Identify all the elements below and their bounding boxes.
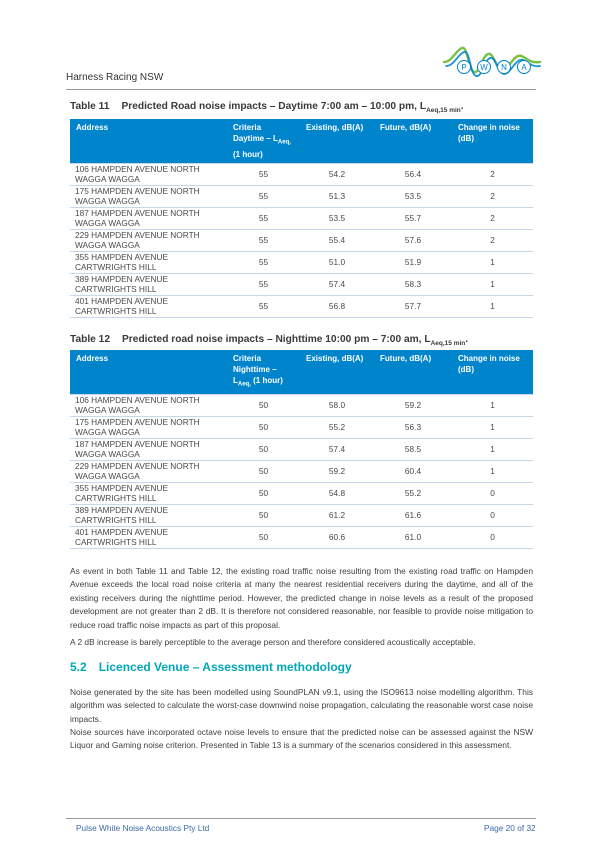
address-line2: CARTWRIGHTS HILL [75, 306, 157, 317]
pwna-logo [442, 40, 542, 84]
address-line2: WAGGA WAGGA [75, 405, 140, 416]
address-cell [70, 482, 227, 504]
change-cell: 0 [452, 504, 533, 526]
table11-number: Table 11 [70, 101, 110, 112]
table11-caption-text: Predicted Road noise impacts – Daytime 7:00 am – 10:00 pm, L [121, 101, 427, 112]
table12-caption-subscript: Aeq,15 min [430, 340, 466, 348]
address-cell [70, 207, 227, 229]
section-number: 5.2 [70, 660, 87, 674]
address-line1: 106 HAMPDEN AVENUE NORTH [75, 395, 200, 406]
table-row [70, 295, 533, 317]
table-row [70, 394, 533, 416]
address-cell [70, 416, 227, 438]
table11-caption-subscript: Aeq,15 min [426, 107, 461, 115]
address-line2: CARTWRIGHTS HILL [75, 493, 157, 504]
paragraph-road-noise-summary: As event in both Table 11 and Table 12, the existing road traffic noise resulting from the existing road traffic on Hampden Avenue exceeds the local road noise criteria at many the nearest residential receivers during the daytime, and all of the existing receivers during the nighttime period. However, the predicted change in noise levels as a result of the proposed development are not greater than 2 dB. It is therefore not considered reasonable, nor feasible to provide noise mitigation to reduce road traffic noise impacts as part of this proposal. [70, 566, 533, 630]
criteria-cell: 50 [227, 438, 300, 460]
address-line1: 355 HAMPDEN AVENUE [75, 252, 168, 263]
address-line2: CARTWRIGHTS HILL [75, 284, 157, 295]
address-cell [70, 273, 227, 295]
document-header-title: Harness Racing NSW [66, 72, 164, 83]
future-cell: 61.6 [374, 504, 452, 526]
address-cell [70, 229, 227, 251]
footer-company: Pulse White Noise Acoustics Pty Ltd [76, 823, 210, 833]
table-row [70, 273, 533, 295]
criteria-cell: 50 [227, 416, 300, 438]
logo-letter-n: N [501, 63, 507, 72]
paragraph-perceptibility: A 2 dB increase is barely perceptible to the average person and therefore considered acoustically acceptable. [70, 637, 476, 647]
table11-header-change [452, 119, 533, 163]
table11-header-criteria [227, 119, 300, 163]
address-line2: CARTWRIGHTS HILL [75, 262, 157, 273]
address-cell [70, 163, 227, 185]
change-cell: 1 [452, 295, 533, 317]
table12-header-existing: Existing, dB(A) [300, 350, 374, 394]
existing-cell: 60.6 [300, 526, 374, 548]
table11-header-criteria-l2sub: Aeq, [277, 139, 291, 146]
future-cell: 55.7 [374, 207, 452, 229]
criteria-cell: 50 [227, 526, 300, 548]
existing-cell: 51.3 [300, 185, 374, 207]
logo-letter-a: A [521, 63, 527, 72]
change-cell: 1 [452, 460, 533, 482]
future-cell: 51.9 [374, 251, 452, 273]
paragraph-soundplan-model: Noise generated by the site has been modelled using SoundPLAN v9.1, using the ISO9613 noise modelling algorithm. This algorithm was selected to calculate the worst-case downwind noise propagation, calculating the reasonable worst case noise impacts. [70, 687, 533, 724]
table-row [70, 229, 533, 251]
future-cell: 59.2 [374, 394, 452, 416]
existing-cell: 51.0 [300, 251, 374, 273]
address-line1: 401 HAMPDEN AVENUE [75, 296, 168, 307]
address-line2: WAGGA WAGGA [75, 427, 140, 438]
logo-letter-w: W [480, 63, 488, 72]
existing-cell: 54.8 [300, 482, 374, 504]
table11-caption [70, 101, 464, 114]
future-cell: 57.6 [374, 229, 452, 251]
change-cell: 2 [452, 229, 533, 251]
address-cell [70, 526, 227, 548]
table11-header-criteria-line2 [233, 133, 294, 149]
table12-number: Table 12 [70, 334, 111, 345]
table11-header-change-line1: Change in noise [458, 123, 520, 132]
table11-header-criteria-line1: Criteria [233, 123, 262, 132]
table12-header-criteria [227, 350, 300, 394]
address-line1: 389 HAMPDEN AVENUE [75, 274, 168, 285]
future-cell: 53.5 [374, 185, 452, 207]
existing-cell: 55.4 [300, 229, 374, 251]
future-cell: 61.0 [374, 526, 452, 548]
table11-header-change-line2: (dB) [458, 134, 474, 143]
logo-letter-p: P [461, 63, 467, 72]
criteria-cell: 50 [227, 504, 300, 526]
table-row [70, 438, 533, 460]
criteria-cell: 55 [227, 207, 300, 229]
table12-header-change-line1: Change in noise [458, 354, 520, 363]
existing-cell: 59.2 [300, 460, 374, 482]
table-row [70, 185, 533, 207]
table-row [70, 482, 533, 504]
criteria-cell: 55 [227, 185, 300, 207]
table11-header-existing: Existing, dB(A) [300, 119, 374, 163]
existing-cell: 57.4 [300, 438, 374, 460]
change-cell: 0 [452, 482, 533, 504]
change-cell: 0 [452, 526, 533, 548]
table-row [70, 526, 533, 548]
address-line1: 389 HAMPDEN AVENUE [75, 505, 168, 516]
table12-header-change [452, 350, 533, 394]
table12-caption-end: . [465, 334, 469, 345]
table12-caption [70, 334, 468, 347]
future-cell: 55.2 [374, 482, 452, 504]
address-line2: CARTWRIGHTS HILL [75, 537, 157, 548]
existing-cell: 55.2 [300, 416, 374, 438]
existing-cell: 56.8 [300, 295, 374, 317]
address-line2: WAGGA WAGGA [75, 174, 140, 185]
table11-header-criteria-l2a: Daytime – L [233, 134, 278, 143]
address-line1: 106 HAMPDEN AVENUE NORTH [75, 164, 200, 175]
table11-header-criteria-line3: (1 hour) [233, 149, 263, 159]
address-line2: WAGGA WAGGA [75, 196, 140, 207]
table-row [70, 163, 533, 185]
table12-header-criteria-l3b: (1 hour) [250, 376, 283, 385]
table12-header-criteria-line3 [233, 375, 294, 391]
address-line1: 187 HAMPDEN AVENUE NORTH [75, 439, 200, 450]
future-cell: 58.5 [374, 438, 452, 460]
table12-header-criteria-l3sub: Aeq, [237, 381, 251, 388]
table12-header-criteria-l3a: L [233, 376, 238, 385]
criteria-cell: 55 [227, 229, 300, 251]
paragraph-noise-sources: Noise sources have incorporated octave noise levels to ensure that the predicted noise can be assessed against the NSW Liquor and Gaming noise criterion. Presented in Table 13 is a summary of the scenarios considered in this assessment. [70, 727, 533, 751]
address-cell [70, 394, 227, 416]
table11-caption-end: . [460, 101, 464, 112]
existing-cell: 53.5 [300, 207, 374, 229]
existing-cell: 54.2 [300, 163, 374, 185]
address-cell [70, 251, 227, 273]
table-row [70, 207, 533, 229]
future-cell: 56.4 [374, 163, 452, 185]
footer-divider [66, 818, 536, 819]
address-line1: 355 HAMPDEN AVENUE [75, 483, 168, 494]
address-line1: 401 HAMPDEN AVENUE [75, 527, 168, 538]
criteria-cell: 50 [227, 460, 300, 482]
criteria-cell: 55 [227, 295, 300, 317]
address-cell [70, 185, 227, 207]
criteria-cell: 55 [227, 251, 300, 273]
future-cell: 58.3 [374, 273, 452, 295]
existing-cell: 58.0 [300, 394, 374, 416]
address-line1: 229 HAMPDEN AVENUE NORTH [75, 461, 200, 472]
table12-header-change-line2: (dB) [458, 365, 474, 374]
table12 [70, 350, 533, 549]
table11-header-future: Future, dB(A) [374, 119, 452, 163]
address-cell [70, 460, 227, 482]
criteria-cell: 50 [227, 394, 300, 416]
address-line2: WAGGA WAGGA [75, 240, 140, 251]
change-cell: 2 [452, 185, 533, 207]
section-title: Licenced Venue – Assessment methodology [98, 660, 352, 674]
table12-header-address: Address [70, 350, 227, 394]
address-line1: 229 HAMPDEN AVENUE NORTH [75, 230, 200, 241]
table-row [70, 251, 533, 273]
criteria-cell: 55 [227, 273, 300, 295]
change-cell: 1 [452, 416, 533, 438]
table12-header-criteria-line1: Criteria [233, 354, 262, 363]
table-row [70, 460, 533, 482]
change-cell: 1 [452, 251, 533, 273]
header-divider [66, 89, 536, 90]
existing-cell: 57.4 [300, 273, 374, 295]
address-cell [70, 438, 227, 460]
table12-caption-text: Predicted road noise impacts – Nighttime 10:00 pm – 7:00 am, L [122, 334, 431, 345]
table12-header-future: Future, dB(A) [374, 350, 452, 394]
future-cell: 57.7 [374, 295, 452, 317]
table12-header-criteria-line2: Nighttime – [233, 365, 277, 374]
table-row [70, 504, 533, 526]
section-heading [70, 660, 352, 674]
address-line1: 175 HAMPDEN AVENUE NORTH [75, 186, 200, 197]
address-line1: 175 HAMPDEN AVENUE NORTH [75, 417, 200, 428]
existing-cell: 61.2 [300, 504, 374, 526]
address-line2: CARTWRIGHTS HILL [75, 515, 157, 526]
footer-page-number: Page 20 of 32 [484, 823, 536, 833]
address-line1: 187 HAMPDEN AVENUE NORTH [75, 208, 200, 219]
change-cell: 1 [452, 273, 533, 295]
change-cell: 2 [452, 207, 533, 229]
table11 [70, 119, 533, 318]
address-line2: WAGGA WAGGA [75, 449, 140, 460]
address-line2: WAGGA WAGGA [75, 218, 140, 229]
future-cell: 60.4 [374, 460, 452, 482]
change-cell: 2 [452, 163, 533, 185]
criteria-cell: 50 [227, 482, 300, 504]
change-cell: 1 [452, 438, 533, 460]
address-cell [70, 295, 227, 317]
criteria-cell: 55 [227, 163, 300, 185]
table-row [70, 416, 533, 438]
table11-header-address: Address [70, 119, 227, 163]
future-cell: 56.3 [374, 416, 452, 438]
address-cell [70, 504, 227, 526]
address-line2: WAGGA WAGGA [75, 471, 140, 482]
change-cell: 1 [452, 394, 533, 416]
